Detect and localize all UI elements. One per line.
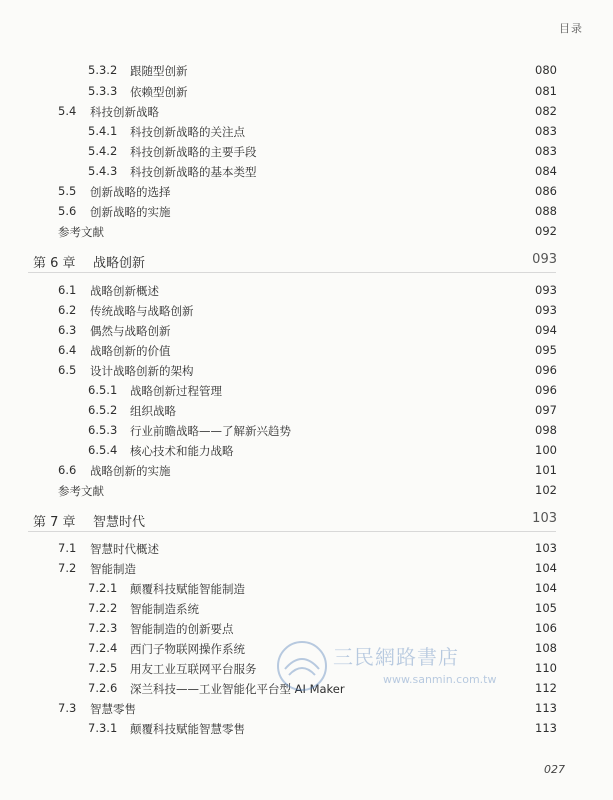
toc-entry-row — [0, 144, 613, 164]
toc-chapter-row — [0, 252, 613, 272]
toc-entry-title: 组织战略 — [130, 404, 176, 418]
toc-entry-row — [0, 124, 613, 144]
toc-entry-number: 7.3.1 — [88, 721, 118, 735]
toc-entry-row — [0, 661, 613, 681]
toc-entry-page: 113 — [535, 701, 557, 715]
toc-entry-row — [0, 463, 613, 483]
toc-entry-number: 7.3 — [58, 701, 77, 715]
toc-entry-number: 7.2.3 — [88, 621, 118, 635]
toc-entry-title: 智能制造的创新要点 — [130, 622, 234, 636]
toc-entry-title: 行业前瞻战略——了解新兴趋势 — [130, 424, 291, 438]
toc-entry-page: 093 — [532, 252, 557, 267]
toc-entry-row — [0, 204, 613, 224]
toc-entry-title: 核心技术和能力战略 — [130, 444, 234, 458]
toc-entry-number: 6.5.2 — [88, 403, 118, 417]
toc-entry-title: 科技创新战略的主要手段 — [130, 145, 257, 159]
toc-entry-title: 战略创新的实施 — [90, 464, 171, 478]
toc-entry-page: 081 — [535, 84, 557, 98]
toc-entry-page: 098 — [535, 423, 557, 437]
toc-entry-title: 战略创新 — [93, 256, 146, 271]
toc-entry-row — [0, 601, 613, 621]
toc-entry-number: 6.5.3 — [88, 423, 118, 437]
toc-entry-row — [0, 621, 613, 641]
toc-entry-number: 7.2.6 — [88, 681, 118, 695]
toc-entry-number: 5.4.2 — [88, 144, 118, 158]
toc-entry-title: 依赖型创新 — [130, 85, 188, 99]
toc-entry-number: 6.5.1 — [88, 383, 118, 397]
toc-entry-title: 智慧零售 — [90, 702, 136, 716]
toc-entry-row — [0, 581, 613, 601]
toc-entry-number: 第 6 章 — [33, 256, 76, 271]
toc-entry-title: 战略创新过程管理 — [130, 384, 222, 398]
toc-entry-page: 113 — [535, 721, 557, 735]
toc-entry-page: 102 — [535, 483, 557, 497]
toc-entry-page: 084 — [535, 164, 557, 178]
toc-entry-row — [0, 443, 613, 463]
toc-entry-page: 092 — [535, 224, 557, 238]
toc-entry-number: 7.2.2 — [88, 601, 118, 615]
toc-entry-row — [0, 681, 613, 701]
toc-entry-page: 093 — [535, 283, 557, 297]
toc-entry-number: 7.2.5 — [88, 661, 118, 675]
toc-entry-page: 095 — [535, 343, 557, 357]
toc-entry-row — [0, 423, 613, 443]
toc-entry-page: 080 — [535, 63, 557, 77]
toc-entry-row — [0, 541, 613, 561]
toc-entry-title: 用友工业互联网平台服务 — [130, 662, 257, 676]
toc-entry-row — [0, 721, 613, 741]
toc-entry-page: 088 — [535, 204, 557, 218]
toc-entry-title: 参考文献 — [58, 484, 104, 498]
toc-entry-row — [0, 641, 613, 661]
toc-entry-title: 科技创新战略的关注点 — [130, 125, 245, 139]
toc-entry-number: 6.1 — [58, 283, 77, 297]
toc-entry-row — [0, 561, 613, 581]
toc-entry-row — [0, 164, 613, 184]
toc-entry-title: 智慧时代概述 — [90, 542, 159, 556]
toc-entry-number: 第 7 章 — [33, 515, 76, 530]
toc-entry-title: 智慧时代 — [93, 515, 146, 530]
toc-entry-number: 7.2.4 — [88, 641, 118, 655]
toc-entry-title: 传统战略与战略创新 — [90, 304, 194, 318]
toc-entry-title: 西门子物联网操作系统 — [130, 642, 245, 656]
toc-entry-number: 5.4.1 — [88, 124, 118, 138]
toc-entry-title: 智能制造 — [90, 562, 136, 576]
toc-entry-number: 7.2.1 — [88, 581, 118, 595]
toc-entry-title: 跟随型创新 — [130, 64, 188, 78]
toc-entry-page: 100 — [535, 443, 557, 457]
toc-entry-page: 082 — [535, 104, 557, 118]
toc-entry-page: 104 — [535, 581, 557, 595]
toc-entry-page: 094 — [535, 323, 557, 337]
toc-entry-page: 096 — [535, 363, 557, 377]
toc-entry-row — [0, 84, 613, 104]
toc-entry-number: 5.3.2 — [88, 63, 118, 77]
toc-entry-title: 参考文献 — [58, 225, 104, 239]
toc-entry-row — [0, 283, 613, 303]
toc-entry-page: 093 — [535, 303, 557, 317]
toc-entry-title: 颠覆科技赋能智能制造 — [130, 582, 245, 596]
toc-entry-row — [0, 343, 613, 363]
toc-entry-page: 112 — [535, 681, 557, 695]
toc-entry-page: 096 — [535, 383, 557, 397]
toc-entry-page: 106 — [535, 621, 557, 635]
chapter-divider — [28, 531, 556, 532]
toc-entry-title: 科技创新战略 — [90, 105, 159, 119]
toc-entry-page: 083 — [535, 124, 557, 138]
running-header: 目录 — [559, 22, 583, 35]
toc-entry-page: 101 — [535, 463, 557, 477]
toc-entry-row — [0, 383, 613, 403]
toc-entry-row — [0, 701, 613, 721]
toc-entry-row — [0, 323, 613, 343]
toc-entry-number: 5.4.3 — [88, 164, 118, 178]
toc-entry-title: 科技创新战略的基本类型 — [130, 165, 257, 179]
toc-entry-number: 6.2 — [58, 303, 77, 317]
toc-entry-page: 103 — [532, 511, 557, 526]
toc-entry-title: 设计战略创新的架构 — [90, 364, 194, 378]
toc-entry-number: 5.6 — [58, 204, 77, 218]
chapter-divider — [28, 272, 556, 273]
watermark-url: www.sanmin.com.tw — [383, 673, 497, 686]
toc-entry-number: 6.5.4 — [88, 443, 118, 457]
toc-entry-number: 6.6 — [58, 463, 77, 477]
watermark-name: 三民網路書店 — [333, 645, 459, 669]
toc-entry-page: 097 — [535, 403, 557, 417]
toc-entry-number: 6.3 — [58, 323, 77, 337]
toc-entry-row — [0, 104, 613, 124]
toc-entry-title: 战略创新概述 — [90, 284, 159, 298]
toc-entry-page: 103 — [535, 541, 557, 555]
toc-entry-page: 110 — [535, 661, 557, 675]
toc-entry-page: 083 — [535, 144, 557, 158]
toc-entry-number: 5.3.3 — [88, 84, 118, 98]
toc-entry-number: 5.4 — [58, 104, 77, 118]
toc-entry-title: 创新战略的实施 — [90, 205, 171, 219]
toc-entry-number: 5.5 — [58, 184, 77, 198]
toc-entry-title: 颠覆科技赋能智慧零售 — [130, 722, 245, 736]
toc-entry-row — [0, 403, 613, 423]
toc-entry-page: 105 — [535, 601, 557, 615]
toc-entry-page: 104 — [535, 561, 557, 575]
toc-entry-row — [0, 303, 613, 323]
toc-entry-page: 086 — [535, 184, 557, 198]
toc-entry-number: 6.5 — [58, 363, 77, 377]
toc-entry-number: 7.2 — [58, 561, 77, 575]
page-number: 027 — [544, 763, 565, 776]
toc-entry-title: 智能制造系统 — [130, 602, 199, 616]
toc-entry-row — [0, 483, 613, 503]
toc-entry-page: 108 — [535, 641, 557, 655]
toc-entry-title: 深兰科技——工业智能化平台型 AI Maker — [130, 682, 345, 696]
toc-entry-row — [0, 363, 613, 383]
toc-entry-title: 偶然与战略创新 — [90, 324, 171, 338]
toc-chapter-row — [0, 511, 613, 531]
toc-entry-number: 6.4 — [58, 343, 77, 357]
toc-entry-title: 战略创新的价值 — [90, 344, 171, 358]
toc-entry-title: 创新战略的选择 — [90, 185, 171, 199]
toc-entry-row — [0, 63, 613, 83]
toc-entry-row — [0, 224, 613, 244]
toc-entry-number: 7.1 — [58, 541, 77, 555]
toc-entry-row — [0, 184, 613, 204]
